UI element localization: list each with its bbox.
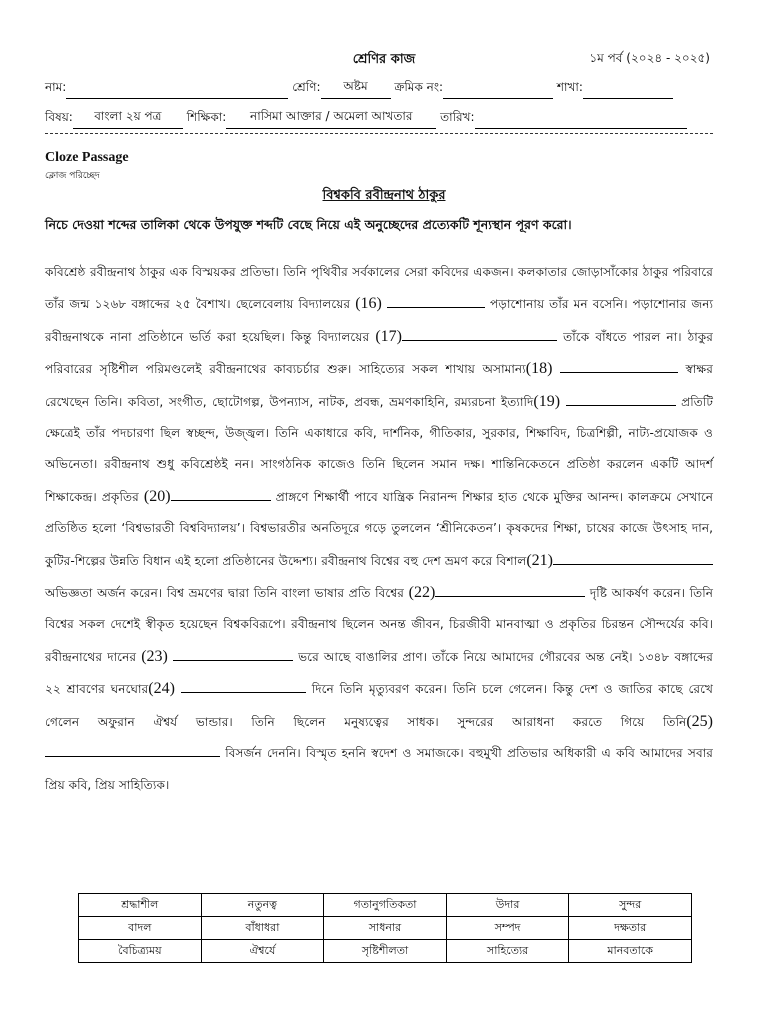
blank-17[interactable] [402, 326, 557, 341]
blank-21[interactable] [553, 550, 713, 565]
date-label: তারিখ: [440, 110, 475, 124]
word-cell: ঐশ্বর্যে [201, 940, 324, 963]
word-bank-table [78, 893, 692, 963]
section-title-bangla: ক্লোজ পরিচ্ছেদ [45, 171, 100, 181]
blank-number: (18) [525, 360, 553, 378]
word-cell: বাঁধাধরা [201, 917, 324, 940]
word-cell: সাধনার [324, 917, 447, 940]
blank-23[interactable] [173, 646, 293, 661]
blank-number: (20) [143, 487, 171, 505]
passage-text: ভরে আছে বাঙালির প্রাণ। তাঁকে নিয়ে আমাদের গৌরবের অন্ত নেই। ১৩৪৮ বঙ্গাব্দের ২২ শ্রাবণের ঘনঘোর [45, 649, 714, 697]
word-cell: সুন্দর [569, 894, 692, 917]
blank-16[interactable] [387, 293, 485, 308]
blank-number: (24) [148, 680, 175, 698]
section-label: শাখা: [556, 80, 583, 94]
word-cell: শ্রদ্ধাশীল [79, 894, 202, 917]
passage-text: বিসর্জন দেননি। বিস্মৃত হননি স্বদেশ ও সমাজকে। বহুমুখী প্রতিভার অধিকারী এ কবি আমাদের সবার প্রিয় কবি, প্রিয় সাহিত্যিক। [45, 746, 713, 792]
blank-number: (23) [141, 647, 168, 665]
word-cell: উদার [446, 894, 569, 917]
passage-text: দিনে তিনি মৃত্যুবরণ করেন। তিনি চলে গেলেন। কিন্তু দেশ ও জাতির কাছে রেখে গেলেন অফুরান ঐশ্বর্য ভান্ডার। তিনি ছিলেন মনুষ্যত্বের সাধক। সুন্দরের আরাধনা করতে গিয়ে তিনি [45, 682, 714, 729]
cloze-passage [45, 257, 713, 801]
word-cell: গতানুগতিকতা [324, 894, 447, 917]
teacher-field[interactable]: নাসিমা আক্তার / অমেলা আখতার [226, 108, 436, 129]
instruction-text: নিচে দেওয়া শব্দের তালিকা থেকে উপযুক্ত শব্দটি বেছে নিয়ে এই অনুচ্ছেদের প্রত্যেকটি শূন্যস্থান পূরণ করো। [45, 217, 572, 232]
word-cell: বাদল [79, 917, 202, 940]
roll-label: ক্রমিক নং: [394, 80, 444, 94]
passage-title: বিশ্বকবি রবীন্দ্রনাথ ঠাকুর [322, 188, 446, 203]
blank-18[interactable] [560, 358, 678, 373]
table-row [79, 940, 692, 963]
date-field[interactable] [475, 113, 687, 129]
class-field[interactable]: অষ্টম [321, 78, 391, 99]
table-row [79, 894, 692, 917]
passage-text: প্রাঙ্গণে শিক্ষার্থী পাবে যান্ত্রিক নিরানন্দ শিক্ষার হাত থেকে মুক্তির আনন্দ। কালক্রমে সেখানে প্রতিষ্ঠিত হলো ‘বিশ্বভারতী বিশ্ববিদ্যালয়’। বিশ্বভারতীর অনতিদূরে গড়ে তুললেন ‘শ্রীনিকেতন’। কৃষকদের শিক্ষা, চাষের কাজে উৎসাহ দান, কুটির-শিল্পের উন্নতি বিধান এই হলো প্রতিষ্ঠানের উদ্দেশ্য। রবীন্দ্রনাথ বিশ্বের বহু দেশ ভ্রমণ করে বিশাল [45, 489, 714, 568]
passage-text: দৃষ্টি আকর্ষণ করেন। তিনি বিশ্বের সকল দেশেই স্বীকৃত হয়েছেন বিশ্বকবিরূপে। রবীন্দ্রনাথ ছিলেন অনন্ত জীবন, চিরজীবী মানবাত্মা ও প্রকৃতির চিরন্তন সৌন্দর্যের কবি। রবীন্দ্রনাথের দানের [45, 586, 713, 664]
word-cell: সম্পদ [446, 917, 569, 940]
passage-text: অভিজ্ঞতা অর্জন করেন। বিশ্ব ভ্রমণের দ্বারা তিনি বাংলা ভাষার প্রতি বিশ্বের [45, 586, 404, 601]
blank-22[interactable] [435, 582, 585, 597]
blank-19[interactable] [566, 391, 676, 406]
name-label: নাম: [45, 80, 67, 94]
passage-text: তাঁকে বাঁধতে পারল না। ঠাকুর পরিবারের সৃষ্টিশীল পরিমণ্ডলেই রবীন্দ্রনাথের কাব্যচর্চার শুরু। সাহিত্যের সকল শাখায় অসামান্য [45, 329, 713, 377]
table-row [79, 917, 692, 940]
blank-number: (17) [375, 327, 402, 345]
roll-field[interactable] [443, 83, 553, 99]
student-info-row [45, 78, 713, 99]
blank-number: (19) [533, 392, 561, 410]
class-label: শ্রেণি: [292, 80, 321, 94]
name-field[interactable] [66, 83, 288, 99]
subject-label: বিষয়: [45, 110, 73, 124]
blank-number: (16) [355, 295, 382, 313]
passage-text: স্বাক্ষর রেখেছেন তিনি। কবিতা, সংগীত, ছোটোগল্প, উপন্যাস, নাটক, প্রবন্ধ, ভ্রমণকাহিনি, রম্যরচনা ইত্যাদি [45, 362, 714, 409]
word-cell: নতুনত্ব [201, 894, 324, 917]
blank-25[interactable] [45, 742, 220, 757]
dashed-divider [45, 133, 713, 134]
word-cell: মানবতাকে [569, 940, 692, 963]
section-title-english: Cloze Passage [45, 150, 129, 165]
word-cell: সাহিত্যের [446, 940, 569, 963]
blank-number: (25) [686, 712, 713, 730]
subject-info-row [45, 108, 713, 129]
blank-24[interactable] [181, 678, 306, 693]
blank-number: (21) [526, 551, 553, 569]
word-cell: দক্ষতার [569, 917, 692, 940]
section-field[interactable] [583, 83, 673, 99]
passage-text: প্রতিটি ক্ষেত্রেই তাঁর পদচারণা ছিল স্বচ্ছন্দ, উজ্জ্বল। তিনি একাধারে কবি, দার্শনিক, গীতিকার, সুরকার, শিক্ষাবিদ, চিত্রশিল্পী, নাট্য-প্রযোজক ও অভিনেতা। রবীন্দ্রনাথ শুধু কবিশ্রেষ্ঠই নন। সাংগঠনিক কাজেও তিনি ছিলেন সমান দক্ষ। শান্তিনিকেতনে প্রতিষ্ঠা করলেন একটি আদর্শ শিক্ষাকেন্দ্র। প্রকৃতির [45, 394, 713, 504]
worksheet-title: শ্রেণির কাজ [352, 52, 416, 67]
word-cell: বৈচিত্র্যময় [79, 940, 202, 963]
blank-number: (22) [408, 584, 436, 602]
word-cell: সৃষ্টিশীলতা [324, 940, 447, 963]
term-label: ১ম পর্ব (২০২৪ - ২০২৫) [589, 51, 710, 65]
subject-field[interactable]: বাংলা ২য় পত্র [73, 108, 183, 129]
passage-text: পড়াশোনায় তাঁর মন বসেনি। পড়াশোনার জন্য রবীন্দ্রনাথকে নানা প্রতিষ্ঠানে ভর্তি করা হয়েছিল। কিন্তু বিদ্যালয়ের [45, 297, 714, 344]
passage-text: কবিশ্রেষ্ঠ রবীন্দ্রনাথ ঠাকুর এক বিস্ময়কর প্রতিভা। তিনি পৃথিবীর সর্বকালের সেরা কবিদের একজন। কলকাতার জোড়াসাঁকোর ঠাকুর পরিবারে তাঁর জন্ম ১২৬৮ বঙ্গাব্দের ২৫ বৈশাখ। ছেলেবেলায় বিদ্যালয়ের [45, 265, 713, 312]
blank-20[interactable] [171, 486, 271, 501]
teacher-label: শিক্ষিকা: [186, 110, 227, 124]
